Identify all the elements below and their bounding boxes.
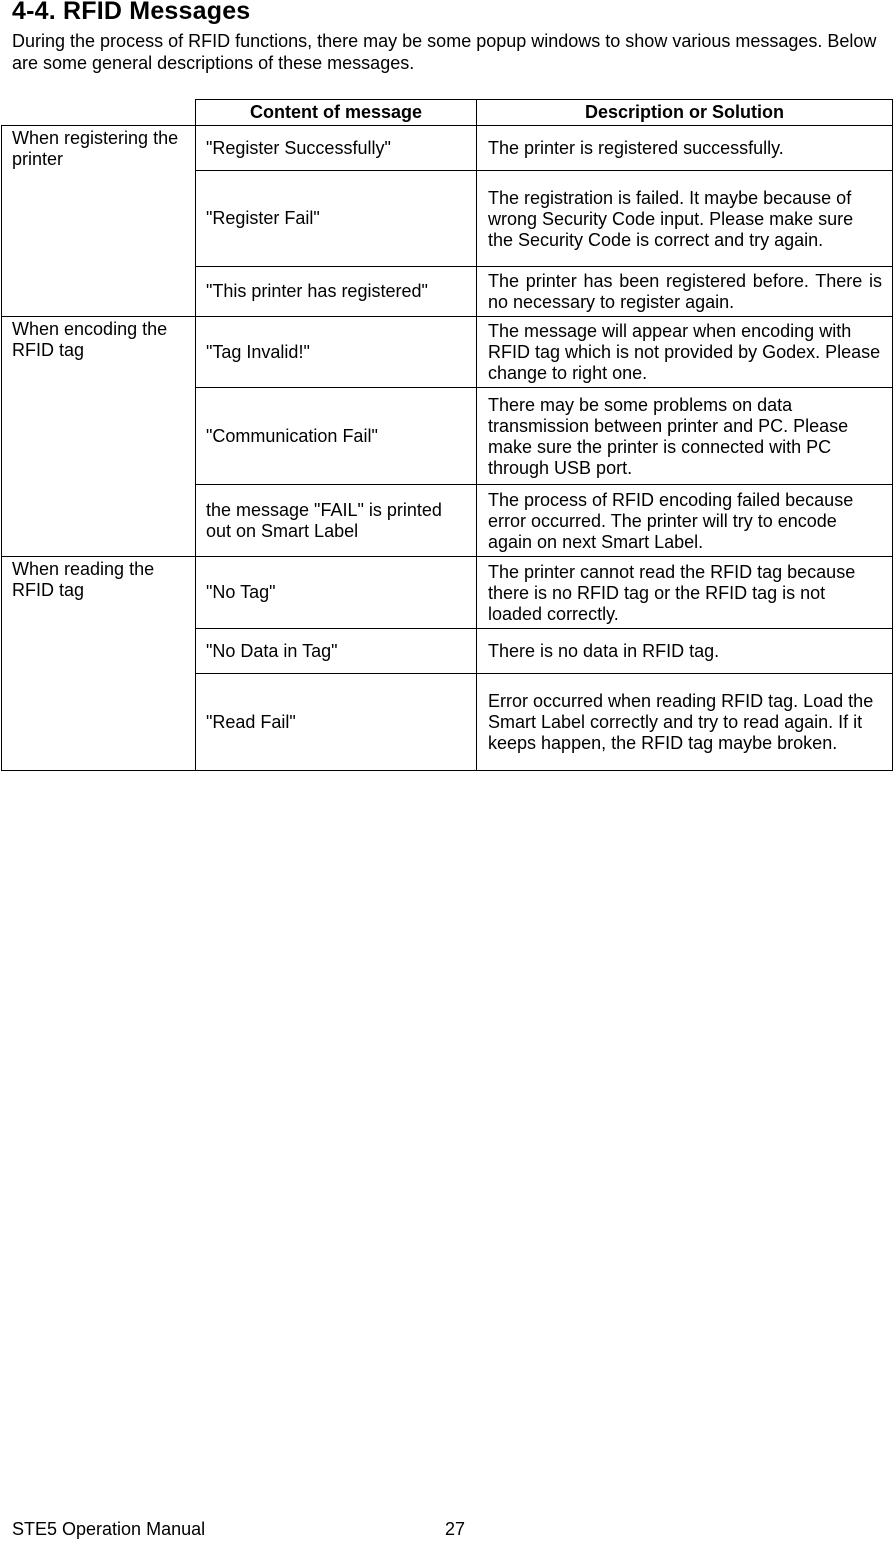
section-heading: 4-4. RFID Messages bbox=[12, 0, 251, 25]
condition-reading: When reading the RFID tag bbox=[2, 557, 196, 771]
footer-page-number: 27 bbox=[445, 1519, 466, 1539]
message-cell: "This printer has registered" bbox=[196, 267, 477, 317]
description-cell: The registration is failed. It maybe because of wrong Security Code input. Please make sure the Security Code is correct and try again. bbox=[477, 171, 893, 267]
message-cell: the message "FAIL" is printed out on Smart Label bbox=[196, 485, 477, 557]
header-blank-cell bbox=[2, 100, 196, 126]
description-cell: The printer is registered successfully. bbox=[477, 126, 893, 171]
rfid-messages-table bbox=[1, 99, 893, 771]
table-header-row bbox=[2, 100, 893, 126]
message-cell: "Tag Invalid!" bbox=[196, 317, 477, 388]
description-cell: The printer cannot read the RFID tag because there is no RFID tag or the RFID tag is not loaded correctly. bbox=[477, 557, 893, 629]
description-cell: The printer has been registered before. There is no necessary to register again. bbox=[477, 267, 893, 317]
condition-encoding: When encoding the RFID tag bbox=[2, 317, 196, 557]
description-cell: There is no data in RFID tag. bbox=[477, 629, 893, 674]
header-content-of-message: Content of message bbox=[196, 100, 477, 126]
intro-paragraph: During the process of RFID functions, there may be some popup windows to show various messages. Below are some general descriptions of these messages. bbox=[12, 31, 877, 73]
header-description-or-solution: Description or Solution bbox=[477, 100, 893, 126]
table-row bbox=[2, 317, 893, 388]
table-row bbox=[2, 126, 893, 171]
description-cell: Error occurred when reading RFID tag. Load the Smart Label correctly and try to read again. If it keeps happen, the RFID tag maybe broken. bbox=[477, 674, 893, 771]
footer-manual-name: STE5 Operation Manual bbox=[12, 1519, 206, 1539]
description-cell: The message will appear when encoding with RFID tag which is not provided by Godex. Please change to right one. bbox=[477, 317, 893, 388]
message-cell: "Read Fail" bbox=[196, 674, 477, 771]
message-cell: "Register Successfully" bbox=[196, 126, 477, 171]
message-cell: "No Data in Tag" bbox=[196, 629, 477, 674]
description-cell: The process of RFID encoding failed because error occurred. The printer will try to encode again on next Smart Label. bbox=[477, 485, 893, 557]
message-cell: "Communication Fail" bbox=[196, 388, 477, 485]
condition-registering: When registering the printer bbox=[2, 126, 196, 317]
message-cell: "Register Fail" bbox=[196, 171, 477, 267]
table-row bbox=[2, 557, 893, 629]
description-cell: There may be some problems on data transmission between printer and PC. Please make sure the printer is connected with PC through USB port. bbox=[477, 388, 893, 485]
message-cell: "No Tag" bbox=[196, 557, 477, 629]
